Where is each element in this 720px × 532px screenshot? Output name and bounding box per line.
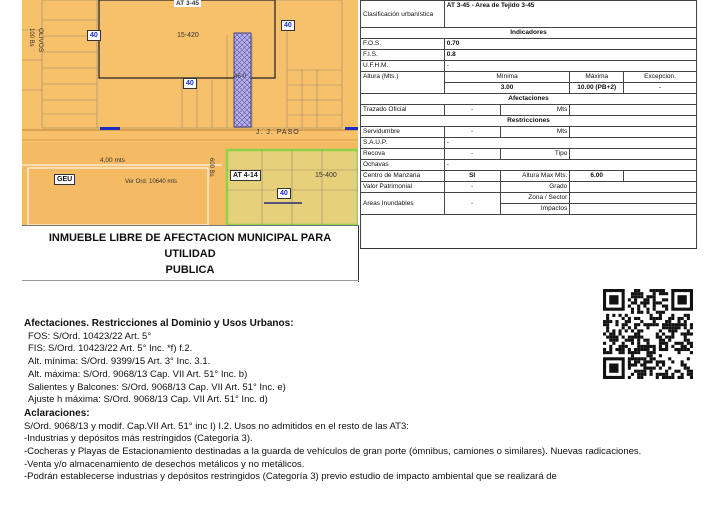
trazado-unit: Mts	[500, 105, 570, 116]
recova-tipo: Tipo	[500, 149, 570, 160]
heading-afectaciones: Afectaciones. Restricciones al Dominio y Usos Urbanos:	[24, 318, 294, 329]
impactos-label: Impactos	[500, 204, 570, 215]
fos-label: F.O.S.	[361, 39, 445, 50]
altura-maxima-value: 10.00 (PB+2)	[570, 83, 624, 94]
afectacion-line: Alt. mínima: S/Ord. 9399/15 Art. 3° Inc. 3.1.	[28, 356, 211, 368]
clasificacion-value: AT 3-45 - Area de Tejido 3-45	[444, 1, 696, 28]
altura-excepcional-value: -	[624, 83, 697, 94]
saup-label: S.A.U.P.	[361, 138, 445, 149]
servidumbre-value: -	[444, 127, 500, 138]
ufhm-value: -	[444, 61, 696, 72]
badge-40-far: 40	[183, 78, 197, 89]
fis-label: F.I.S.	[361, 50, 445, 61]
altura-label: Altura (Mts.)	[361, 72, 445, 94]
section-indicadores: Indicadores	[361, 28, 697, 39]
altura-maxima-header: Máxima	[570, 72, 624, 83]
width-label-400: 4,00 mts	[100, 157, 125, 164]
street-label-olivos: OLIVOS	[37, 28, 44, 53]
valor-patrimonial-label: Valor Patrimonial	[361, 182, 445, 193]
ufhm-label: U.F.H.M.	[361, 61, 445, 72]
afectacion-line: Ajuste h máxima: S/Ord. 9068/13 Cap. VII Art. 51° Inc. d)	[28, 394, 268, 406]
altura-max-value: 6.00	[570, 171, 624, 182]
afectacion-line: FIS: S/Ord. 10423/22 Art. 5° Inc. *f) f.2.	[28, 343, 193, 355]
afectacion-line: FOS: S/Ord. 10423/22 Art. 5°	[28, 330, 152, 342]
aclaracion-line: S/Ord. 9068/13 y modif. Cap.VII Art. 51° inc I) I.2. Usos no admitidos en el resto de las AT3:	[24, 420, 409, 432]
clasificacion-label: Clasificación urbanística	[361, 1, 445, 28]
zone-label-at345-top: AT 3-45	[176, 0, 199, 7]
aclaracion-line: -Cocheras y Playas de Estacionamiento destinadas a la guarda de vehículos de gran porte (ómnibus, camiones o similares). Nuevas radicaciones.	[24, 446, 642, 458]
grado-label: Grado	[500, 182, 570, 193]
aclaracion-line: -Venta y/o almacenamiento de desechos metálicos y no metálicos.	[24, 458, 305, 470]
map-caption	[22, 225, 359, 282]
ochavas-value: -	[444, 160, 696, 171]
zoning-indicators-table	[360, 0, 697, 249]
altura-minima-value: 3.00	[444, 83, 570, 94]
caption-line-1: INMUEBLE LIBRE DE AFECTACION MUNICIPAL PARA UTILIDAD	[48, 232, 332, 260]
badge-40-lower: 40	[277, 188, 291, 199]
areas-inundables-label: Areas Inundables	[361, 193, 445, 215]
badge-40-left: 40	[87, 30, 101, 41]
altura-max-label: Altura Max Mts.	[500, 171, 570, 182]
block-label-15400: 15-400	[315, 172, 337, 179]
section-restricciones: Restricciones	[361, 116, 697, 127]
aclaracion-line: -Industrias y depósitos más restringidos (Categoría 3).	[24, 433, 253, 445]
street-label-width: 100 Bs	[28, 28, 34, 47]
caption-bottom-rule	[22, 280, 359, 281]
section-afectaciones: Afectaciones	[361, 94, 697, 105]
aclaracion-line: -Podrán establecerse industrias y depósitos restringidos (Categoría 3) previo estudio de impacto ambiental que se realizará de	[24, 471, 557, 483]
note-ver-ord: Ver Ord. 10640 mts	[125, 179, 178, 185]
trazado-value: -	[444, 105, 500, 116]
afectaciones-list	[24, 331, 684, 407]
recova-value: -	[444, 149, 500, 160]
aclaraciones-list	[24, 421, 684, 485]
areas-inundables-value: -	[444, 193, 500, 215]
afectacion-line: Alt. máxima: S/Ord. 9068/13 Cap. VII Art. 51° Inc. b)	[28, 368, 248, 380]
street-label-600: 600 Bs	[208, 158, 214, 177]
servidumbre-unit: Mts	[500, 127, 570, 138]
afectacion-line: Salientes y Balcones: S/Ord. 9068/13 Cap. VII Art. 51° Inc. e)	[28, 381, 286, 393]
parcel-label-46: 46-0	[234, 74, 247, 80]
valor-patrimonial-value: -	[444, 182, 500, 193]
zona-sector-label: Zona / Sector	[500, 193, 570, 204]
altura-excepcional-header: Excepcion.	[624, 72, 697, 83]
altura-minima-header: Mínima	[444, 72, 570, 83]
restrictions-text	[24, 318, 684, 484]
ochavas-label: Ochavas	[361, 160, 445, 171]
centro-manzana-label: Centro de Manzana	[361, 171, 445, 182]
saup-value: -	[444, 138, 696, 149]
centro-manzana-value: SI	[444, 171, 500, 182]
recova-label: Recova	[361, 149, 445, 160]
fos-value: 0.70	[444, 39, 696, 50]
caption-line-2: PUBLICA	[165, 264, 215, 276]
zone-badge-at414: AT 4-14	[230, 170, 261, 181]
trazado-label: Trazado Oficial	[361, 105, 445, 116]
zoning-map	[22, 0, 358, 225]
badge-40-right: 40	[281, 20, 295, 31]
servidumbre-label: Servidumbre	[361, 127, 445, 138]
heading-aclaraciones: Aclaraciones:	[24, 407, 90, 419]
street-label-jjpaso: J. J. PASO	[256, 129, 300, 136]
zone-badge-geu: GEU	[54, 174, 75, 185]
block-label-15420: 15-420	[177, 32, 199, 39]
fis-value: 0.8	[444, 50, 696, 61]
